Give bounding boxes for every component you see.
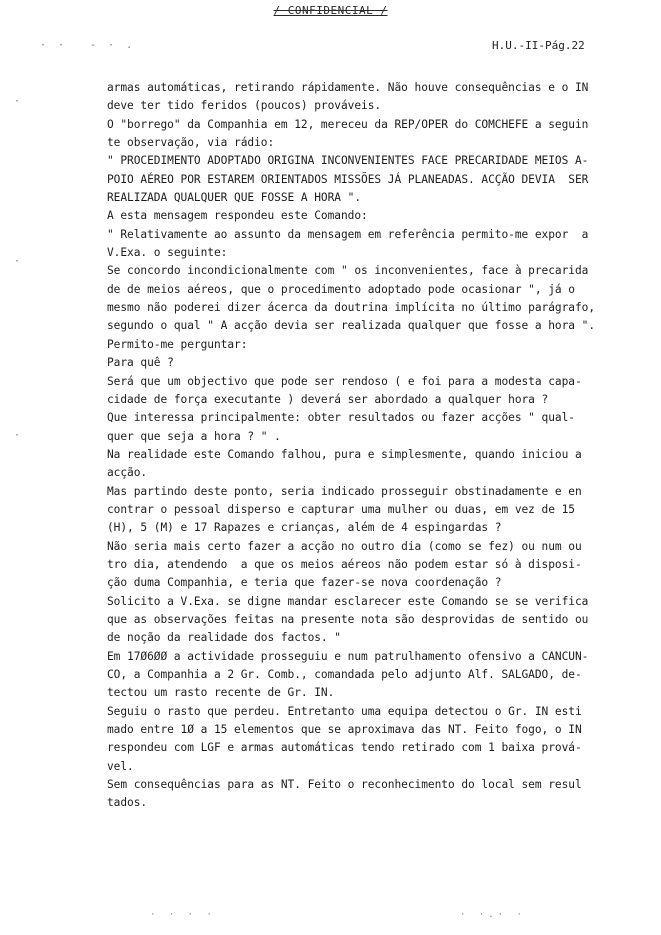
body-text-line: O "borrego" da Companhia em 12, mereceu da REP/OPER do COMCHEFE a seguin [107, 117, 589, 131]
scan-speckle-mark: · [14, 430, 24, 441]
body-text-line: vel. [107, 759, 134, 773]
body-text-line: de noção da realidade dos factos. " [107, 631, 341, 645]
body-text-line: Solicito a V.Exa. se digne mandar esclarecer este Comando se se verifica [107, 594, 589, 608]
body-text-line: Não seria mais certo fazer a acção no outro dia (como se fez) ou num ou [107, 539, 582, 553]
body-text-line: Na realidade este Comando falhou, pura e simplesmente, quando iniciou a [107, 447, 582, 461]
body-text-line: Em 17Ø6ØØ a actividade prosseguiu e num patrulhamento ofensivo a CANCUN- [107, 649, 589, 663]
body-text-line: Permito-me perguntar: [107, 337, 248, 351]
body-text-line: Para quê ? [107, 356, 174, 370]
body-text-line: POIO AÉREO POR ESTAREM ORIENTADOS MISSÕES JÁ PLANEADAS. ACÇÃO DEVIA SER [107, 172, 589, 186]
confidential-stamp [0, 4, 661, 17]
body-text-line: tectou um rasto recente de Gr. IN. [107, 686, 335, 700]
scan-speckle-mark: · · · · [150, 910, 216, 920]
body-text-line: cidade de força executante ) deverá ser abordado a qualquer hora ? [107, 392, 549, 406]
scan-speckle-mark: · [14, 96, 24, 107]
body-text-line: (H), 5 (M) e 17 Rapazes e crianças, além de 4 espingardas ? [107, 521, 502, 535]
body-text-line: quer que seja a hora ? " . [107, 429, 281, 443]
body-text-line: Sem consequências para as NT. Feito o reconhecimento do local sem resul [107, 778, 582, 792]
body-text-line: Que interessa principalmente: obter resultados ou fazer acções " qual- [107, 411, 575, 425]
body-text-line: V.Exa. o seguinte: [107, 246, 228, 260]
body-text-line: armas automáticas, retirando rápidamente. Não houve consequências e o IN [107, 81, 589, 94]
body-text-line: REALIZADA QUALQUER QUE FOSSE A HORA ". [107, 191, 362, 205]
body-text-line: ção duma Companhia, e teria que fazer-se nova coordenação ? [107, 576, 502, 590]
scan-speckle-mark: · [14, 256, 24, 267]
body-text-line: que as observações feitas na presente nota são desprovidas de sentido ou [107, 612, 589, 626]
body-text-line: deve ter tido feridos (poucos) prováveis. [107, 99, 382, 113]
confidential-stamp-text: / CONFIDENCIAL / [273, 4, 388, 17]
body-text-line: tro dia, atendendo a que os meios aéreos não podem estar só à disposi- [107, 557, 582, 571]
body-text-line: Se concordo incondicionalmente com " os inconvenientes, face à precarida [107, 264, 589, 278]
body-text-line: " PROCEDIMENTO ADOPTADO ORIGINA INCONVENIENTES FACE PRECARIDADE MEIOS A- [107, 154, 589, 168]
body-text-line: " Relativamente ao assunto da mensagem em referência permito-me expor a [107, 227, 589, 241]
scan-speckle-mark: · ·.· · [460, 910, 526, 920]
body-text-line: CO, a Companhia a 2 Gr. Comb., comandada pelo adjunto Alf. SALGADO, de- [107, 668, 582, 681]
body-text-line: mesmo não poderei dizer ácerca da doutrina implícita no último parágrafo, [107, 301, 596, 315]
body-text-line: Será que um objectivo que pode ser rendoso ( e foi para a modesta capa- [107, 374, 582, 388]
body-text-line: Mas partindo deste ponto, seria indicado prosseguir obstinadamente e en [107, 484, 582, 498]
body-text-line: respondeu com LGF e armas automáticas tendo retirado com 1 baixa prová- [107, 741, 582, 755]
scan-speckle-mark: - · . [90, 40, 136, 51]
body-text-line: contrar o pessoal disperso e capturar uma mulher ou duas, em vez de 15 [107, 502, 575, 516]
body-text-line: Seguiu o rasto que perdeu. Entretanto uma equipa detectou o Gr. IN esti [107, 704, 582, 718]
scan-speckle-mark: · · [40, 40, 68, 51]
body-text-line: de de meios aéreos, que o procedimento adoptado pode ocasionar ", já o [107, 282, 575, 296]
page-reference: H.U.-II-Pág.22 [492, 39, 585, 52]
body-text-line: segundo o qual " A acção devia ser realizada qualquer que fosse a hora ". [107, 319, 596, 333]
body-text-line: tados. [107, 796, 148, 810]
body-text-line: te observação, via rádio: [107, 136, 275, 150]
body-text-line: acção. [107, 466, 148, 480]
body-text-line: mado entre 1Ø a 15 elementos que se aproximava das NT. Feito fogo, o IN [107, 723, 582, 737]
body-text-line: A esta mensagem respondeu este Comando: [107, 209, 368, 223]
document-body [107, 79, 647, 813]
